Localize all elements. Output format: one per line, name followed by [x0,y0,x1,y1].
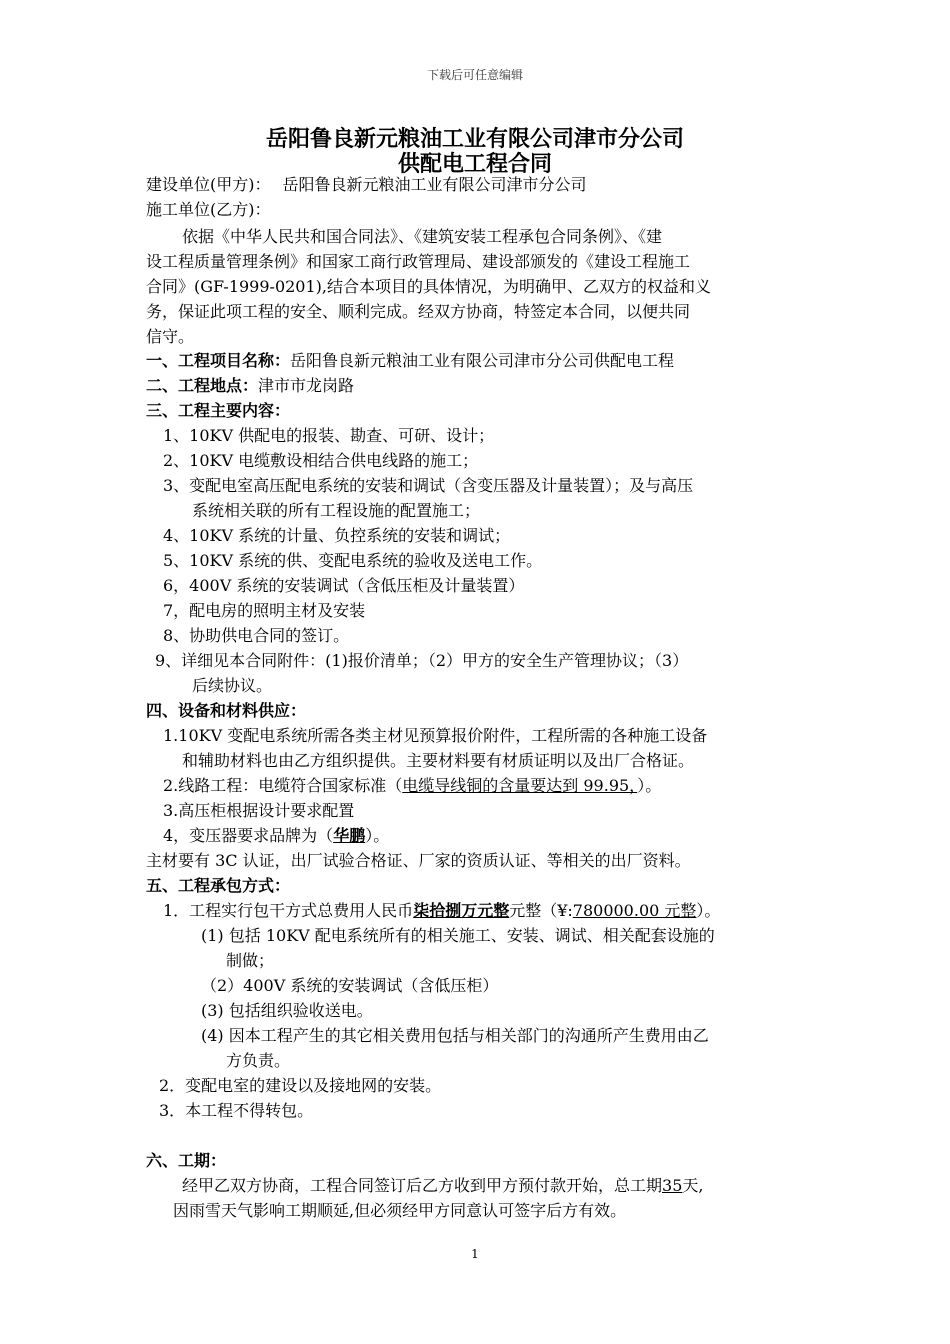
section-5-item: 2．变配电室的建设以及接地网的安装。 [159,1076,442,1095]
section-5-item: 3．本工程不得转包。 [159,1101,314,1120]
transformer-brand-suffix: ）。 [365,826,390,845]
section-6-heading: 六、工期： [146,1151,227,1170]
party-a-line [146,173,587,197]
section-3-item: 2、10KV 电缆敷设相结合供电线路的施工； [163,451,479,470]
total-cost-prefix: 1．工程实行包干方式总费用人民币 [163,901,414,920]
total-cost-suffix: ）。 [696,901,721,920]
section-2-heading: 二、工程地点： [146,376,259,395]
duration-suffix: 天, [682,1176,704,1195]
duration-prefix: 经甲乙双方协商，工程合同签订后乙方收到甲方预付款开始，总工期 [182,1176,663,1195]
section-3-item: 6，400V 系统的安装调试（含低压柜及计量装置） [163,576,525,595]
section-3-item: 后续协议。 [192,676,273,695]
section-5-subitem: (1) 包括 10KV 配电系统所有的相关施工、安装、调试、相关配套设施的 [201,926,715,945]
section-3-item: 1、10KV 供配电的报装、勘查、可研、设计； [163,426,495,445]
section-4-item [163,824,389,848]
section-3-item: 7，配电房的照明主材及安装 [163,601,366,620]
section-4-heading: 四、设备和材料供应： [146,701,307,720]
contract-title-line2: 供配电工程合同 [397,152,552,177]
section-5-item [163,899,720,923]
section-4-item: 1.10KV 变配电系统所需各类主材见预算报价附件，工程所需的各种施工设备 [163,726,708,745]
section-2-value: 津市市龙岗路 [258,376,355,395]
intro-line: 依据《中华人民共和国合同法》、《建筑安装工程承包合同条例》、《建 [182,227,663,246]
section-5-subitem: 方负责。 [226,1051,291,1070]
cable-copper-content: 电缆导线铜的含量要达到 99.95， [402,776,638,795]
section-1-heading: 一、工程项目名称： [146,351,291,370]
intro-line: 合同》(GF-1999-0201),结合本项目的具体情况，为明确甲、乙双方的权益和义 [146,277,711,296]
total-cost-words: 柒拾捌万元整 [413,901,510,920]
section-4-item: 3.高压柜根据设计要求配置 [163,801,355,820]
intro-line: 信守。 [146,327,195,346]
section-2 [146,374,354,398]
transformer-brand-prefix: 4，变压器要求品牌为（ [163,826,334,845]
party-b-line: 施工单位(乙方)： [146,200,271,219]
section-3-item: 系统相关联的所有工程设施的配置施工； [192,501,481,520]
section-3-item: 8、协助供电合同的签订。 [163,626,350,645]
section-4-item: 和辅助材料也由乙方组织提供。主要材料要有材质证明以及出厂合格证。 [182,751,695,770]
section-5-subitem: （2）400V 系统的安装调试（含低压柜） [201,976,499,995]
section-3-item: 9、详细见本合同附件：(1)报价清单；（2）甲方的安全生产管理协议；（3） [155,651,689,670]
cable-standard-suffix: ）。 [637,776,662,795]
section-3-item: 5、10KV 系统的供、变配电系统的验收及送电工作。 [163,551,543,570]
section-3-item: 4、10KV 系统的计量、负控系统的安装和调试； [163,526,511,545]
section-4-note: 主材要有 3C 认证，出厂试验合格证、厂家的资质认证、等相关的出厂资料。 [146,851,691,870]
header-note: 下载后可任意编辑 [426,68,523,82]
party-a-label: 建设单位(甲方)： [146,175,271,194]
duration-days: 35 [662,1176,683,1195]
transformer-brand: 华鹏 [333,826,366,845]
section-5-subitem: (4) 因本工程产生的其它相关费用包括与相关部门的沟通所产生费用由乙 [201,1026,709,1045]
section-5-subitem: (3) 包括组织验收送电。 [201,1001,373,1020]
intro-line: 务，保证此项工程的安全、顺利完成。经双方协商，特签定本合同，以便共同 [146,302,691,321]
section-6-line: 因雨雪天气影响工期顺延,但必须经甲方同意认可签字后方有效。 [173,1201,627,1220]
cable-standard-prefix: 2.线路工程：电缆符合国家标准（ [163,776,403,795]
intro-line: 设工程质量管理条例》和国家工商行政管理局、建设部颁发的《建设工程施工 [146,252,691,271]
total-cost-figure: 780000.00 元整 [572,901,697,920]
party-a-value: 岳阳鲁良新元粮油工业有限公司津市分公司 [282,175,587,194]
section-6-line [182,1174,703,1198]
section-3-heading: 三、工程主要内容： [146,401,291,420]
section-1 [146,349,674,373]
section-5-heading: 五、工程承包方式： [146,876,291,895]
page-number: 1 [471,1247,479,1261]
section-4-item [163,774,661,798]
contract-title-line1: 岳阳鲁良新元粮油工业有限公司津市分公司 [265,127,684,152]
total-cost-mid: 元整（¥: [509,901,573,920]
section-5-subitem: 制做； [226,951,275,970]
section-1-value: 岳阳鲁良新元粮油工业有限公司津市分公司供配电工程 [290,351,675,370]
section-3-item: 3、变配电室高压配电系统的安装和调试（含变压器及计量装置）；及与高压 [163,476,694,495]
